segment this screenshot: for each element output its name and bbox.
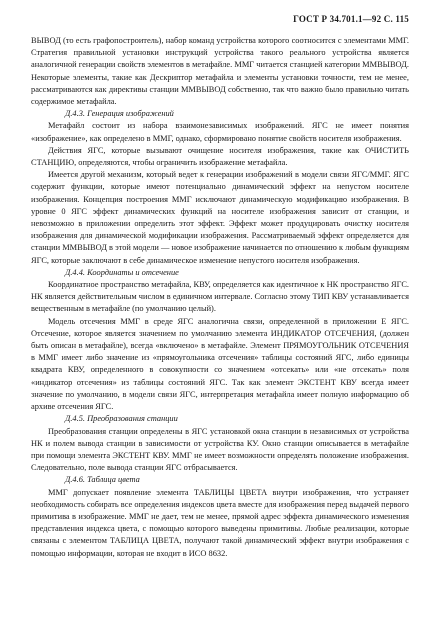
- paragraph: Метафайл состоит из набора взаимонезависимых изображений. ЯГС не имеет понятия «изображение», как определено в ММГ, однако, сформировано понятие свойств носителя изображения.: [31, 121, 409, 143]
- paragraph: Координатное пространство метафайла, КВУ, определяется как идентичное к НК пространство ЯГС. НК является действительным числом в единичном интервале. Согласно этому ТИП КВУ устанавливается вещественным в метафайле (по умолчанию целый).: [31, 280, 409, 314]
- section-heading: Д.4.5. Преобразования станции: [65, 414, 178, 424]
- paragraph: Модель отсечения ММГ в среде ЯГС аналогична связи, определенной в приложении Е ЯГС. Отсечение, которое является значением по умолчанию элемента ИНДИКАТОР ОТСЕЧЕНИЯ, (должен быть описан в метафайле), всегда «включено» в метафайле. Элемент ПРЯМОУГОЛЬНИК ОТСЕЧЕНИЯ в ММГ имеет либо значение из «прямоугольника отсечения» таблицы состояний ЯГС, либо единицы квадрата КВУ, определенного в совокупности со значением «отсекать» или «не отсекать» поля «индикатор отсечения» из таблицы состояний ЯГС. Так как элемент ЭКСТЕНТ КВУ всегда имеет значение по умолчанию, в модели связи ЯГС, интерпретация метафайла имеет полную информацию об архиве отсечения ЯГС.: [31, 316, 409, 412]
- section-heading: Д.4.4. Координаты и отсечение: [65, 267, 179, 277]
- paragraph: Действия ЯГС, которые вызывают очищение носителя изображения, такие как ОЧИСТИТЬ СТАНЦИЮ, определяются, чтобы ограничить изображение метафайла.: [31, 145, 409, 168]
- paragraph: ММГ допускает появление элемента ТАБЛИЦЫ ЦВЕТА внутри изображения, что устраняет необходимость собирать все определения индексов цвета вместе для изображения перед выдачей первого примитива в изображение. ММГ не дает, тем не менее, прямой адрес эффекта динамического изменения представления индекса цвета, с помощью которого выведены примитивы. Любые реализации, которые связаны с элементом ТАБЛИЦА ЦВЕТА, получают такой динамический эффект внутри изображения с помощью информации, которая не входит в ИСО 8632.: [31, 487, 409, 558]
- page-header: ГОСТ Р 34.701.1—92 С. 115: [293, 14, 409, 24]
- paragraph: Преобразования станции определены в ЯГС установкой окна станции в независимых от устройства НК и полем вывода станции в зависимости от устройства КУ. Окно станции описывается в метафайле при помощи элемента ЭКСТЕНТ КВУ. ММГ не имеет возможности определять положение изображения. Следовательно, поле вывода станции ЯГС отбрасывается.: [31, 426, 409, 473]
- paragraph: ВЫВОД (то есть графопостроитель), набор команд устройства которого соотносится с элементами ММГ. Стратегия правильной установки инструкций устройства такого реального устройства является аналогичной генерации свойств элементов в метафайле. ММГ читается станцией категории ММВЫВОД. Некоторые элементы, такие как Дескриптор метафайла и элементы установки точности, тем не менее, рассматриваются как директивы станции ММВЫВОД собственно, так что важно было правильно читать содержимое метафайла.: [31, 36, 409, 107]
- document-body: [31, 35, 409, 560]
- section-heading: Д.4.3. Генерация изображений: [65, 109, 174, 119]
- section-heading: Д.4.6. Таблица цвета: [65, 475, 140, 485]
- paragraph: Имеется другой механизм, который ведет к генерации изображений в модели связи ЯГС/ММГ. ЯГС содержит функции, которые имеют потенциально динамический эффект на непустом носителе изображения. Концепция построения ММГ исключают динамическую модификацию изображения. В уровне 0 ЯГС эффект динамических функций на носителе изображения зависит от станции, и невозможно в приложении определить этот эффект. Эффект может продуцировать очистку носителя изображения для динамической модификации изображения. Рассматриваемый эффект определяется для станции ММВЫВОД в этой модели — новое изображение начинается по отношению к любым функциям ЯГС, которые заключают в себе динамическое изменение непустого носителя изображения.: [31, 170, 409, 265]
